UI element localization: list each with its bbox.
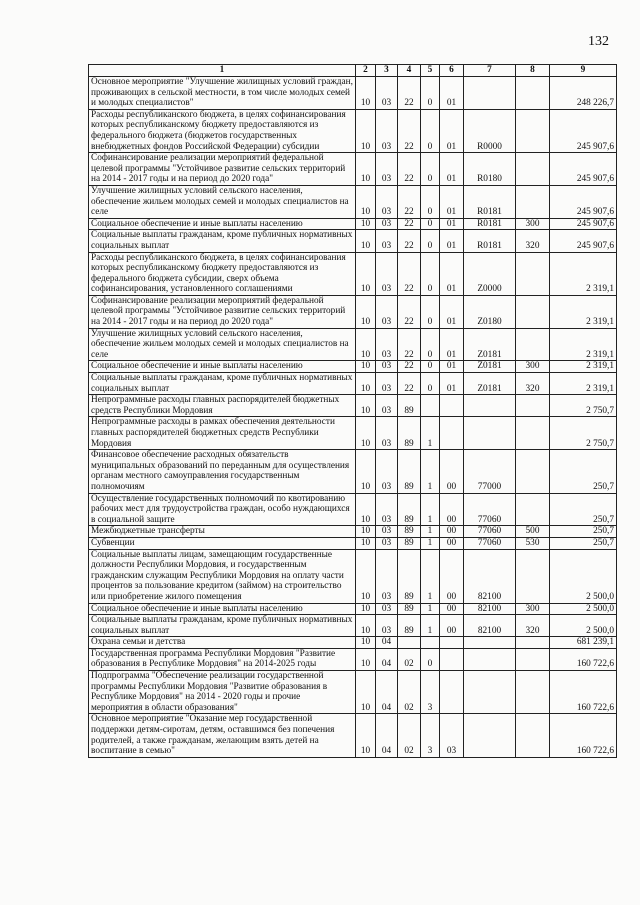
- subprogram-code: 0: [421, 77, 440, 110]
- subsection-code: 03: [376, 185, 398, 218]
- subprogram-code: 1: [421, 417, 440, 450]
- subprogram-code: 0: [421, 109, 440, 152]
- event-code: 01: [440, 361, 464, 373]
- section-code: 10: [356, 526, 376, 538]
- direction-code: [464, 714, 516, 757]
- subprogram-code: 0: [421, 373, 440, 395]
- item-name: Улучшение жилищных условий сельского населения, обеспечение жильем молодых семей и молодых специалистов на селе: [89, 328, 356, 361]
- subprogram-code: [421, 395, 440, 417]
- item-name: Охрана семьи и детства: [89, 637, 356, 649]
- section-code: 10: [356, 373, 376, 395]
- subsection-code: 03: [376, 417, 398, 450]
- budget-table: [88, 64, 617, 758]
- direction-code: Z0181: [464, 328, 516, 361]
- expense-type-code: 300: [516, 603, 550, 615]
- amount: 2 750,7: [550, 395, 617, 417]
- subsection-code: 03: [376, 615, 398, 637]
- program-code: 89: [398, 395, 421, 417]
- subprogram-code: 0: [421, 328, 440, 361]
- expense-type-code: 320: [516, 615, 550, 637]
- subprogram-code: 3: [421, 671, 440, 714]
- subprogram-code: 1: [421, 549, 440, 603]
- event-code: 00: [440, 526, 464, 538]
- table-row: [89, 373, 617, 395]
- program-code: 22: [398, 328, 421, 361]
- item-name: Финансовое обеспечение расходных обязательств муниципальных образований по переданным для осуществления органам местного самоуправления государственным полномочиям: [89, 450, 356, 493]
- expense-type-code: [516, 295, 550, 328]
- table-row: [89, 395, 617, 417]
- direction-code: 82100: [464, 549, 516, 603]
- amount: 250,7: [550, 526, 617, 538]
- direction-code: Z0000: [464, 252, 516, 295]
- expense-type-code: 320: [516, 373, 550, 395]
- amount: 2 319,1: [550, 295, 617, 328]
- subsection-code: 03: [376, 603, 398, 615]
- item-name: Государственная программа Республики Мордовия "Развитие образования в Республике Мордовия" на 2014-2025 годы: [89, 648, 356, 670]
- direction-code: R0181: [464, 185, 516, 218]
- amount: 681 239,1: [550, 637, 617, 649]
- item-name: Расходы республиканского бюджета, в целях софинансирования которых республиканскому бюджету предоставляются из федерального бюджета субсидии, сверх объема софинансирования, установленного соглашениями: [89, 252, 356, 295]
- item-name: Софинансирование реализации мероприятий федеральной целевой программы "Устойчивое развитие сельских территорий на 2014 - 2017 годы и на период до 2020 года": [89, 295, 356, 328]
- program-code: 22: [398, 373, 421, 395]
- event-code: 01: [440, 328, 464, 361]
- subsection-code: 03: [376, 252, 398, 295]
- program-code: 89: [398, 450, 421, 493]
- expense-type-code: [516, 671, 550, 714]
- event-code: 01: [440, 252, 464, 295]
- program-code: 22: [398, 230, 421, 252]
- event-code: 00: [440, 549, 464, 603]
- subprogram-code: 0: [421, 295, 440, 328]
- subprogram-code: 1: [421, 537, 440, 549]
- table-row: [89, 493, 617, 526]
- direction-code: Z0181: [464, 373, 516, 395]
- item-name: Основное мероприятие "Оказание мер государственной поддержки детям-сиротам, детям, оставшимся без попечения родителей, а также гражданам, желающим взять детей на воспитание в семью": [89, 714, 356, 757]
- subsection-code: 03: [376, 373, 398, 395]
- section-code: 10: [356, 603, 376, 615]
- section-code: 10: [356, 493, 376, 526]
- expense-type-code: [516, 648, 550, 670]
- event-code: [440, 417, 464, 450]
- table-row: [89, 77, 617, 110]
- section-code: 10: [356, 637, 376, 649]
- item-name: Осуществление государственных полномочий по квотированию рабочих мест для трудоустройства граждан, особо нуждающихся в социальной защите: [89, 493, 356, 526]
- direction-code: [464, 637, 516, 649]
- program-code: 22: [398, 361, 421, 373]
- section-code: 10: [356, 549, 376, 603]
- expense-type-code: [516, 493, 550, 526]
- column-header-8: 8: [516, 65, 550, 77]
- program-code: 02: [398, 671, 421, 714]
- program-code: 89: [398, 615, 421, 637]
- amount: 2 319,1: [550, 361, 617, 373]
- section-code: 10: [356, 671, 376, 714]
- table-row: [89, 671, 617, 714]
- item-name: Межбюджетные трансферты: [89, 526, 356, 538]
- subprogram-code: 1: [421, 615, 440, 637]
- expense-type-code: [516, 395, 550, 417]
- section-code: 10: [356, 648, 376, 670]
- expense-type-code: [516, 252, 550, 295]
- event-code: [440, 648, 464, 670]
- column-header-1: 1: [89, 65, 356, 77]
- event-code: 01: [440, 153, 464, 186]
- table-row: [89, 615, 617, 637]
- table-row: [89, 252, 617, 295]
- expense-type-code: 300: [516, 218, 550, 230]
- table-row: [89, 361, 617, 373]
- program-code: 22: [398, 77, 421, 110]
- subsection-code: 03: [376, 328, 398, 361]
- amount: 250,7: [550, 493, 617, 526]
- expense-type-code: [516, 714, 550, 757]
- program-code: 89: [398, 537, 421, 549]
- item-name: Социальные выплаты гражданам, кроме публичных нормативных социальных выплат: [89, 615, 356, 637]
- table-row: [89, 109, 617, 152]
- event-code: 01: [440, 373, 464, 395]
- program-code: 22: [398, 153, 421, 186]
- program-code: 02: [398, 648, 421, 670]
- amount: 245 907,6: [550, 185, 617, 218]
- direction-code: Z0180: [464, 295, 516, 328]
- item-name: Социальное обеспечение и иные выплаты населению: [89, 603, 356, 615]
- amount: 245 907,6: [550, 230, 617, 252]
- table-row: [89, 185, 617, 218]
- event-code: [440, 671, 464, 714]
- section-code: 10: [356, 417, 376, 450]
- table-row: [89, 537, 617, 549]
- expense-type-code: [516, 109, 550, 152]
- expense-type-code: 320: [516, 230, 550, 252]
- expense-type-code: [516, 328, 550, 361]
- table-row: [89, 714, 617, 757]
- table-row: [89, 295, 617, 328]
- program-code: 22: [398, 109, 421, 152]
- item-name: Непрограммные расходы главных распорядителей бюджетных средств Республики Мордовия: [89, 395, 356, 417]
- direction-code: R0181: [464, 218, 516, 230]
- subsection-code: 03: [376, 526, 398, 538]
- expense-type-code: [516, 417, 550, 450]
- table-body: [89, 77, 617, 758]
- expense-type-code: [516, 153, 550, 186]
- direction-code: [464, 671, 516, 714]
- section-code: 10: [356, 714, 376, 757]
- event-code: 01: [440, 109, 464, 152]
- column-header-7: 7: [464, 65, 516, 77]
- page-number: 132: [588, 34, 609, 49]
- subprogram-code: 0: [421, 230, 440, 252]
- table-header-row: [89, 65, 617, 77]
- table-row: [89, 417, 617, 450]
- subsection-code: 03: [376, 295, 398, 328]
- subsection-code: 03: [376, 395, 398, 417]
- section-code: 10: [356, 615, 376, 637]
- program-code: [398, 637, 421, 649]
- table-row: [89, 230, 617, 252]
- event-code: 03: [440, 714, 464, 757]
- event-code: 00: [440, 493, 464, 526]
- subprogram-code: 0: [421, 361, 440, 373]
- event-code: [440, 637, 464, 649]
- item-name: Социальные выплаты лицам, замещающим государственные должности Республики Мордовия, и государственным гражданским служащим Республики Мордовия на оплату части процентов за пользование кредитом (займом) на строительство или приобретение жилого помещения: [89, 549, 356, 603]
- subprogram-code: 3: [421, 714, 440, 757]
- subsection-code: 03: [376, 361, 398, 373]
- table-row: [89, 328, 617, 361]
- item-name: Социальные выплаты гражданам, кроме публичных нормативных социальных выплат: [89, 373, 356, 395]
- amount: 2 500,0: [550, 615, 617, 637]
- subprogram-code: 0: [421, 153, 440, 186]
- subsection-code: 03: [376, 77, 398, 110]
- item-name: Непрограммные расходы в рамках обеспечения деятельности главных распорядителей бюджетных средств Республики Мордовия: [89, 417, 356, 450]
- subsection-code: 03: [376, 493, 398, 526]
- event-code: 01: [440, 218, 464, 230]
- amount: 248 226,7: [550, 77, 617, 110]
- program-code: 22: [398, 185, 421, 218]
- direction-code: 77000: [464, 450, 516, 493]
- section-code: 10: [356, 295, 376, 328]
- expense-type-code: [516, 450, 550, 493]
- expense-type-code: [516, 637, 550, 649]
- section-code: 10: [356, 77, 376, 110]
- event-code: 00: [440, 603, 464, 615]
- subsection-code: 04: [376, 714, 398, 757]
- event-code: 01: [440, 185, 464, 218]
- subsection-code: 03: [376, 218, 398, 230]
- amount: 245 907,6: [550, 109, 617, 152]
- direction-code: Z0181: [464, 361, 516, 373]
- amount: 160 722,6: [550, 648, 617, 670]
- subprogram-code: 1: [421, 450, 440, 493]
- amount: 2 319,1: [550, 373, 617, 395]
- direction-code: R0181: [464, 230, 516, 252]
- section-code: 10: [356, 328, 376, 361]
- event-code: 00: [440, 450, 464, 493]
- program-code: 89: [398, 493, 421, 526]
- column-header-4: 4: [398, 65, 421, 77]
- section-code: 10: [356, 395, 376, 417]
- subprogram-code: 0: [421, 252, 440, 295]
- direction-code: R0180: [464, 153, 516, 186]
- event-code: 00: [440, 537, 464, 549]
- subprogram-code: 0: [421, 648, 440, 670]
- direction-code: 77060: [464, 537, 516, 549]
- subsection-code: 04: [376, 648, 398, 670]
- direction-code: 82100: [464, 615, 516, 637]
- item-name: Основное мероприятие "Улучшение жилищных условий граждан, проживающих в сельской местности, в том числе молодых семей и молодых специалистов": [89, 77, 356, 110]
- column-header-9: 9: [550, 65, 617, 77]
- subsection-code: 04: [376, 671, 398, 714]
- table-row: [89, 153, 617, 186]
- event-code: 01: [440, 295, 464, 328]
- table-row: [89, 603, 617, 615]
- event-code: 01: [440, 77, 464, 110]
- subprogram-code: 0: [421, 185, 440, 218]
- subprogram-code: 1: [421, 526, 440, 538]
- program-code: 22: [398, 218, 421, 230]
- program-code: 02: [398, 714, 421, 757]
- program-code: 22: [398, 252, 421, 295]
- amount: 160 722,6: [550, 671, 617, 714]
- amount: 2 319,1: [550, 252, 617, 295]
- direction-code: 77060: [464, 526, 516, 538]
- amount: 2 500,0: [550, 549, 617, 603]
- section-code: 10: [356, 537, 376, 549]
- table-row: [89, 526, 617, 538]
- expense-type-code: 500: [516, 526, 550, 538]
- section-code: 10: [356, 252, 376, 295]
- subsection-code: 03: [376, 450, 398, 493]
- event-code: 00: [440, 615, 464, 637]
- direction-code: [464, 395, 516, 417]
- amount: 2 319,1: [550, 328, 617, 361]
- column-header-2: 2: [356, 65, 376, 77]
- item-name: Социальное обеспечение и иные выплаты населению: [89, 218, 356, 230]
- amount: 250,7: [550, 537, 617, 549]
- program-code: 89: [398, 549, 421, 603]
- column-header-5: 5: [421, 65, 440, 77]
- subsection-code: 03: [376, 109, 398, 152]
- direction-code: [464, 648, 516, 670]
- amount: 245 907,6: [550, 153, 617, 186]
- table-row: [89, 450, 617, 493]
- event-code: [440, 395, 464, 417]
- section-code: 10: [356, 153, 376, 186]
- table-row: [89, 549, 617, 603]
- item-name: Социальное обеспечение и иные выплаты населению: [89, 361, 356, 373]
- subsection-code: 03: [376, 549, 398, 603]
- column-header-6: 6: [440, 65, 464, 77]
- subprogram-code: 1: [421, 493, 440, 526]
- program-code: 22: [398, 295, 421, 328]
- subsection-code: 03: [376, 230, 398, 252]
- subprogram-code: 1: [421, 603, 440, 615]
- item-name: Софинансирование реализации мероприятий федеральной целевой программы "Устойчивое развитие сельских территорий на 2014 - 2017 годы и на период до 2020 года": [89, 153, 356, 186]
- subsection-code: 04: [376, 637, 398, 649]
- program-code: 89: [398, 417, 421, 450]
- amount: 250,7: [550, 450, 617, 493]
- item-name: Социальные выплаты гражданам, кроме публичных нормативных социальных выплат: [89, 230, 356, 252]
- amount: 2 500,0: [550, 603, 617, 615]
- item-name: Расходы республиканского бюджета, в целях софинансирования которых республиканскому бюджету предоставляются из федерального бюджета (бюджетов государственных внебюджетных фондов Российской Федерации) субсидии: [89, 109, 356, 152]
- expense-type-code: [516, 185, 550, 218]
- table-row: [89, 637, 617, 649]
- direction-code: 77060: [464, 493, 516, 526]
- table-row: [89, 648, 617, 670]
- section-code: 10: [356, 218, 376, 230]
- expense-type-code: 300: [516, 361, 550, 373]
- item-name: Улучшение жилищных условий сельского населения, обеспечение жильем молодых семей и молодых специалистов на селе: [89, 185, 356, 218]
- direction-code: [464, 417, 516, 450]
- expense-type-code: [516, 77, 550, 110]
- event-code: 01: [440, 230, 464, 252]
- subprogram-code: [421, 637, 440, 649]
- amount: 2 750,7: [550, 417, 617, 450]
- expense-type-code: [516, 549, 550, 603]
- expense-type-code: 530: [516, 537, 550, 549]
- item-name: Подпрограмма "Обеспечение реализации государственной программы Республики Мордовия "Развитие образования в Республике Мордовия" на 2014 - 2020 годы и прочие мероприятия в области образования": [89, 671, 356, 714]
- amount: 160 722,6: [550, 714, 617, 757]
- section-code: 10: [356, 450, 376, 493]
- subsection-code: 03: [376, 537, 398, 549]
- direction-code: 82100: [464, 603, 516, 615]
- item-name: Субвенции: [89, 537, 356, 549]
- subsection-code: 03: [376, 153, 398, 186]
- direction-code: [464, 77, 516, 110]
- section-code: 10: [356, 361, 376, 373]
- program-code: 89: [398, 603, 421, 615]
- table-row: [89, 218, 617, 230]
- column-header-3: 3: [376, 65, 398, 77]
- section-code: 10: [356, 185, 376, 218]
- section-code: 10: [356, 230, 376, 252]
- section-code: 10: [356, 109, 376, 152]
- program-code: 89: [398, 526, 421, 538]
- direction-code: R0000: [464, 109, 516, 152]
- subprogram-code: 0: [421, 218, 440, 230]
- amount: 245 907,6: [550, 218, 617, 230]
